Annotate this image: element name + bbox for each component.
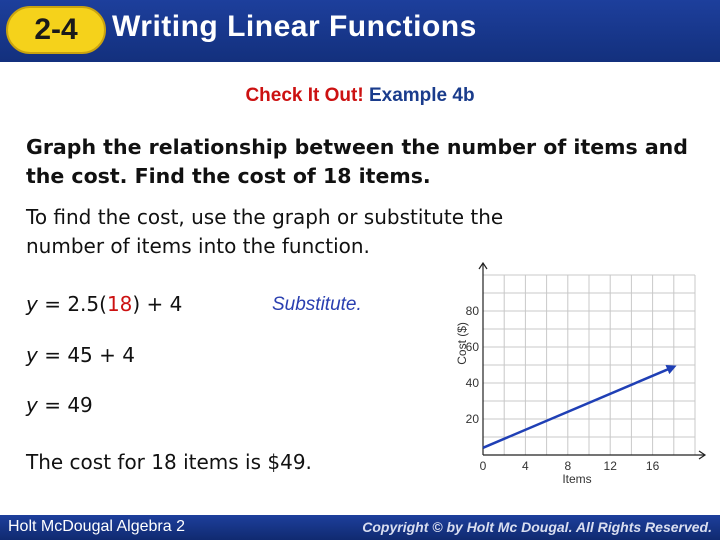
y-tick-label: 20 [465, 412, 479, 426]
x-tick-label: 0 [479, 459, 487, 473]
y-tick-label: 60 [465, 340, 479, 354]
instruction-text: To find the cost, use the graph or substitute the number of items into the function. [26, 205, 504, 258]
y-tick-label: 80 [465, 304, 479, 318]
problem-statement: Graph the relationship between the number of items and the cost. Find the cost of 18 items. [26, 135, 688, 188]
step-substitute [26, 292, 182, 316]
step-expression: = 45 + 4 [37, 343, 135, 367]
substitute-note: Substitute. [272, 294, 362, 315]
step-result [26, 393, 93, 417]
example-heading [0, 85, 720, 107]
y-axis-label: Cost ($) [455, 322, 469, 365]
step-multiply [26, 343, 135, 367]
step-expression-start: = 2.5( [37, 292, 107, 316]
step-highlighted-value: 18 [106, 292, 133, 316]
footer-publisher: Holt McDougal Algebra 2 [8, 518, 185, 535]
step-variable: y [26, 343, 38, 367]
x-tick-label: 16 [645, 459, 660, 473]
cost-line [483, 367, 674, 448]
answer-text: The cost for 18 items is $49. [26, 450, 312, 474]
footer-bar [0, 515, 720, 540]
x-tick-label: 8 [564, 459, 572, 473]
step-variable: y [26, 393, 38, 417]
x-tick-label: 4 [522, 459, 529, 473]
step-expression-end: ) + 4 [132, 292, 183, 316]
step-variable: y [26, 292, 38, 316]
header-bar [0, 0, 720, 62]
x-tick-label: 12 [603, 459, 617, 473]
check-it-out-label: Check It Out! [245, 85, 364, 106]
lesson-title: Writing Linear Functions [112, 10, 477, 43]
example-label: Example 4b [368, 85, 475, 106]
footer-copyright: Copyright © by Holt Mc Dougal. All Rights Reserved. [362, 519, 712, 535]
step-expression: = 49 [37, 393, 93, 417]
y-tick-label: 40 [465, 376, 479, 390]
lesson-badge: 2-4 [6, 6, 106, 54]
x-axis-label: Items [562, 472, 592, 486]
cost-items-graph [445, 262, 715, 514]
